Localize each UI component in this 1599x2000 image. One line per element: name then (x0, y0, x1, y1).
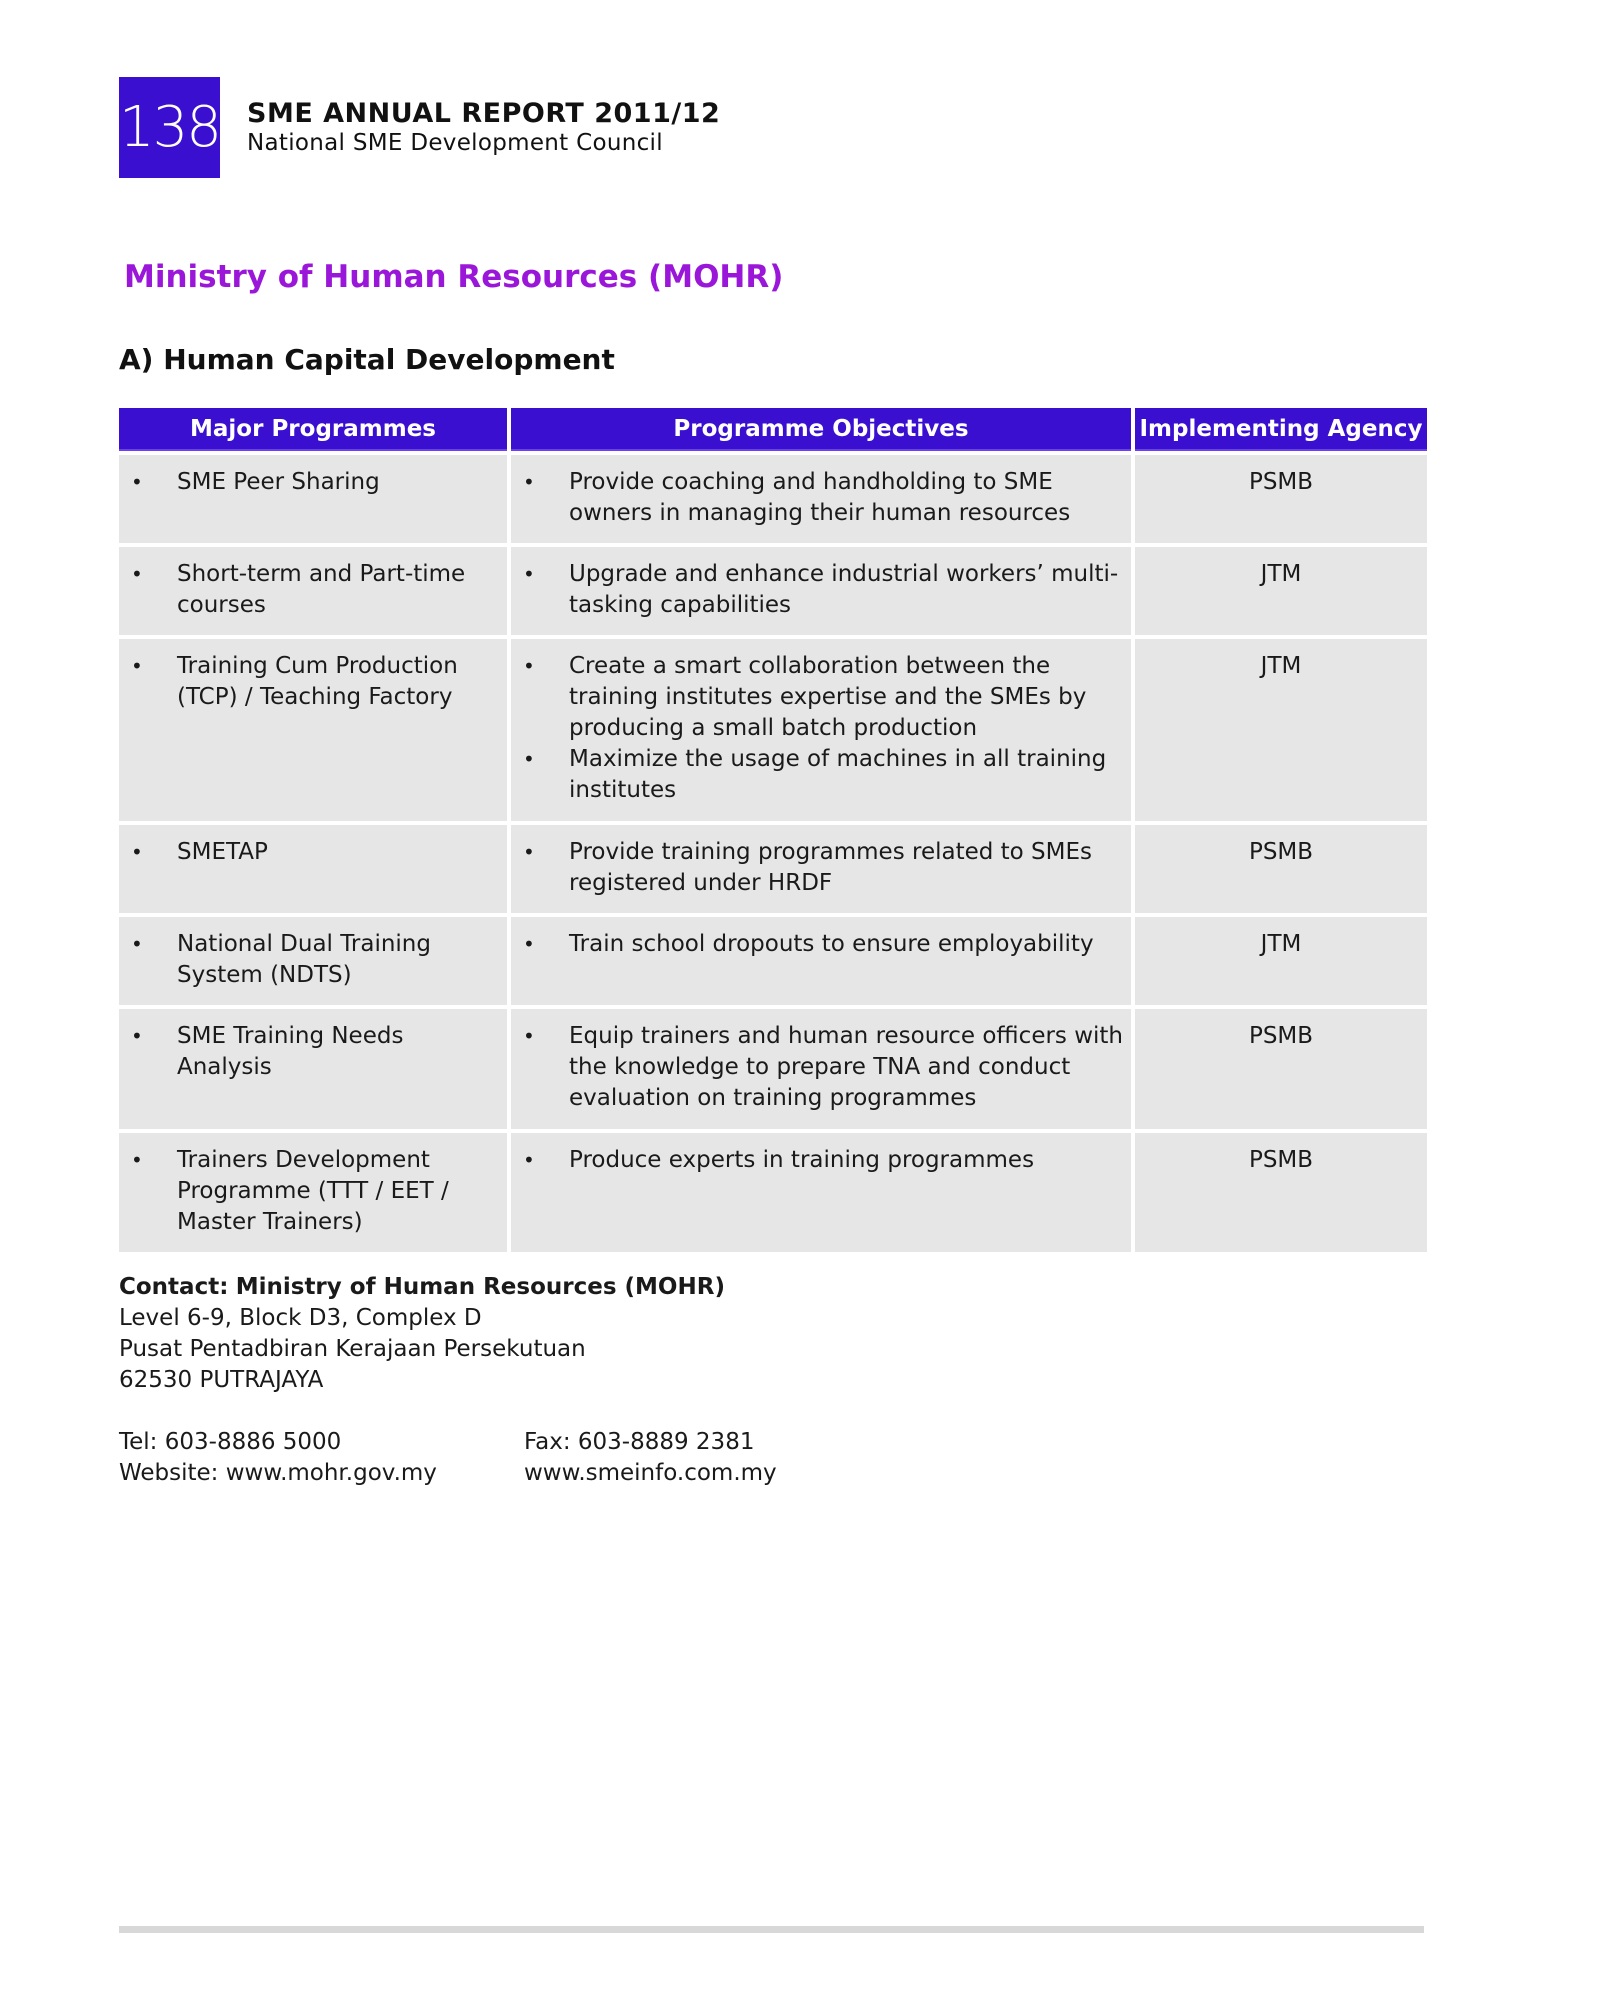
table-row (119, 1009, 1427, 1129)
section-title: A) Human Capital Development (119, 343, 615, 376)
bullet-icon: • (131, 470, 143, 494)
address-line: Pusat Pentadbiran Kerajaan Persekutuan (119, 1336, 586, 1362)
programme-cell (119, 917, 507, 1005)
agency-cell: PSMB (1135, 455, 1427, 543)
agency-cell: JTM (1135, 547, 1427, 635)
page-number: 138 (119, 95, 220, 160)
programme-cell (119, 547, 507, 635)
table-row (119, 917, 1427, 1005)
table-row (119, 639, 1427, 821)
address-line: Level 6-9, Block D3, Complex D (119, 1305, 482, 1331)
table-row (119, 547, 1427, 635)
bullet-icon: • (131, 1024, 143, 1048)
bullet-icon: • (523, 840, 535, 864)
objectives-cell (511, 639, 1131, 821)
programmes-table (119, 408, 1423, 1252)
contact-name: Ministry of Human Resources (MOHR) (235, 1274, 725, 1300)
header-implementing-agency: Implementing Agency (1135, 408, 1427, 451)
page-number-box (119, 77, 220, 178)
programme-name: SME Peer Sharing (177, 469, 380, 495)
table-header-row (119, 408, 1427, 451)
report-subtitle: National SME Development Council (247, 130, 663, 156)
agency-cell: JTM (1135, 917, 1427, 1005)
bullet-icon: • (131, 1148, 143, 1172)
objective-text: Train school dropouts to ensure employability (569, 931, 1094, 957)
programme-name: Short-term and Part-time courses (177, 561, 466, 618)
bullet-icon: • (131, 840, 143, 864)
header-major-programmes: Major Programmes (119, 408, 507, 451)
bullet-icon: • (131, 654, 143, 678)
bullet-icon: • (131, 562, 143, 586)
bullet-icon: • (523, 932, 535, 956)
objectives-cell (511, 917, 1131, 1005)
bullet-icon: • (523, 1148, 535, 1172)
objectives-cell (511, 455, 1131, 543)
agency-cell: PSMB (1135, 1133, 1427, 1252)
contact-label: Contact: (119, 1274, 229, 1300)
contact-heading (119, 1272, 725, 1303)
agency-cell: PSMB (1135, 1009, 1427, 1129)
programme-name: SME Training Needs Analysis (177, 1023, 404, 1080)
objectives-cell (511, 1133, 1131, 1252)
table-row (119, 1133, 1427, 1252)
programme-cell (119, 455, 507, 543)
contact-fax: Fax: 603-8889 2381 (524, 1429, 755, 1455)
ministry-title: Ministry of Human Resources (MOHR) (124, 259, 784, 295)
objective-text: Maximize the usage of machines in all training institutes (569, 746, 1107, 803)
agency-cell: JTM (1135, 639, 1427, 821)
header-programme-objectives: Programme Objectives (511, 408, 1131, 451)
programme-name: SMETAP (177, 839, 268, 865)
table-row (119, 825, 1427, 913)
programme-name: Training Cum Production (TCP) / Teaching Factory (177, 653, 458, 710)
programme-name: Trainers Development Programme (TTT / EET / Master Trainers) (177, 1147, 449, 1235)
bullet-icon: • (523, 654, 535, 678)
bullet-icon: • (523, 747, 535, 771)
table-row (119, 455, 1427, 543)
objectives-cell (511, 1009, 1131, 1129)
objective-text: Provide training programmes related to SMEs registered under HRDF (569, 839, 1093, 896)
bullet-icon: • (523, 562, 535, 586)
report-title: SME ANNUAL REPORT 2011/12 (247, 98, 721, 129)
programme-cell (119, 1009, 507, 1129)
objective-text: Upgrade and enhance industrial workers’ multi-tasking capabilities (569, 561, 1119, 618)
smeinfo-website-link[interactable]: www.smeinfo.com.my (524, 1460, 777, 1486)
contact-block (119, 1272, 777, 1489)
objectives-cell (511, 547, 1131, 635)
address-line: 62530 PUTRAJAYA (119, 1367, 324, 1393)
contact-website-link[interactable]: Website: www.mohr.gov.my (119, 1460, 437, 1486)
contact-tel: Tel: 603-8886 5000 (119, 1429, 342, 1455)
agency-cell: PSMB (1135, 825, 1427, 913)
programme-cell (119, 1133, 507, 1252)
objective-text: Equip trainers and human resource officers with the knowledge to prepare TNA and conduct evaluation on training programmes (569, 1023, 1124, 1111)
bullet-icon: • (523, 1024, 535, 1048)
bullet-icon: • (131, 932, 143, 956)
objective-text: Provide coaching and handholding to SME owners in managing their human resources (569, 469, 1071, 526)
programme-name: National Dual Training System (NDTS) (177, 931, 431, 988)
programme-cell (119, 825, 507, 913)
objectives-cell (511, 825, 1131, 913)
programme-cell (119, 639, 507, 821)
objective-text: Produce experts in training programmes (569, 1147, 1035, 1173)
bullet-icon: • (523, 470, 535, 494)
objective-text: Create a smart collaboration between the training institutes expertise and the SMEs by producing a small batch production (569, 653, 1087, 741)
footer-divider (119, 1926, 1424, 1933)
